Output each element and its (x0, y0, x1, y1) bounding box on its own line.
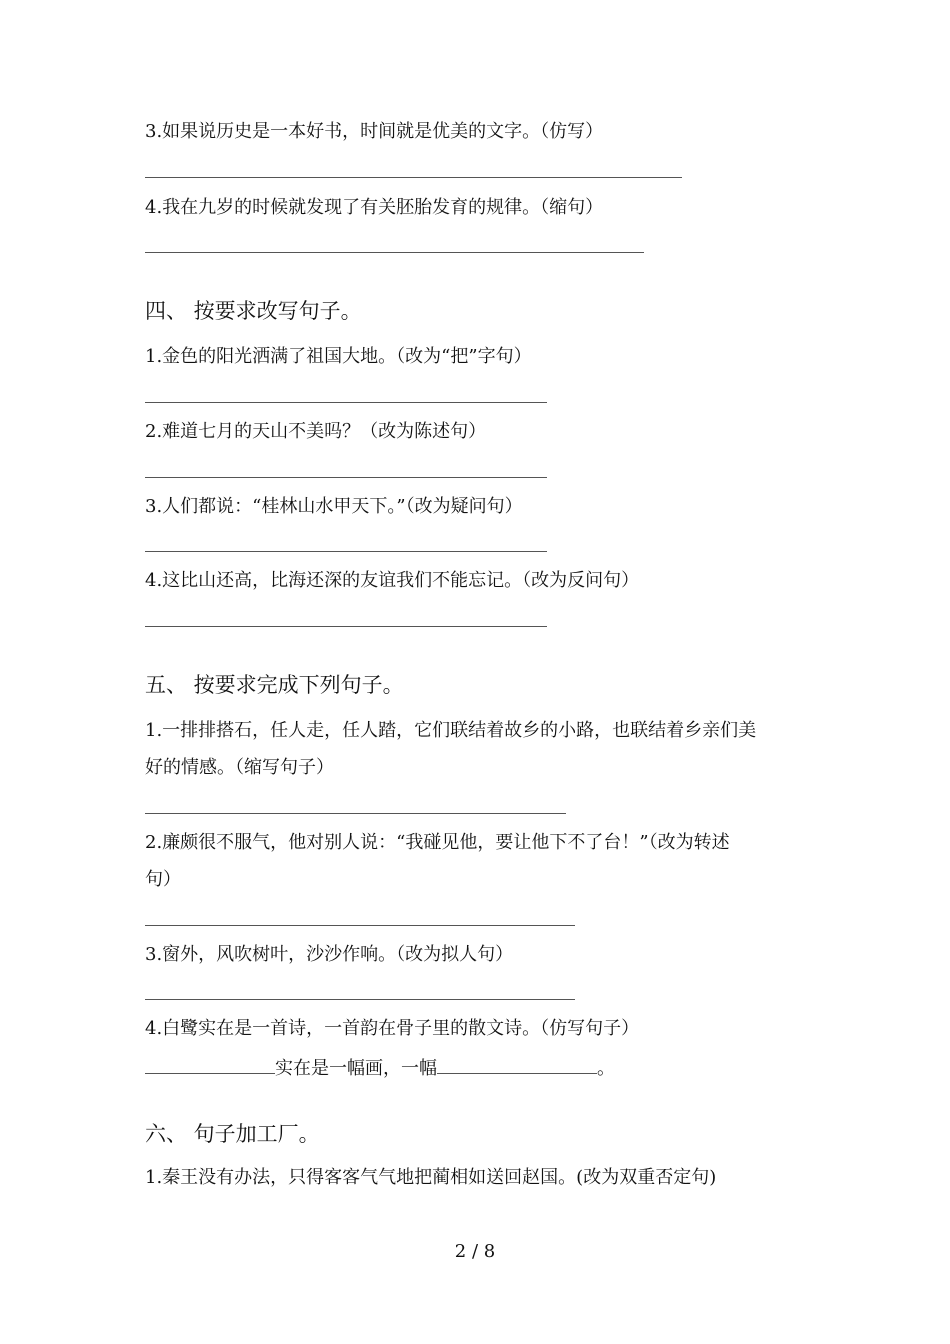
answer-line (145, 925, 575, 926)
answer-line (145, 477, 547, 478)
section-heading-6: 六、 句子加工厂。 (145, 1122, 320, 1146)
question-4-3: 3.人们都说：“桂林山水甲天下。”（改为疑问句） (145, 496, 523, 517)
question-5-3: 3.窗外，风吹树叶，沙沙作响。（改为拟人句） (145, 944, 514, 965)
answer-line (145, 551, 547, 552)
answer-line (145, 252, 644, 253)
question-5-1-line2: 好的情感。（缩写句子） (145, 757, 334, 778)
question-5-2-line2: 句） (145, 869, 181, 890)
answer-line (145, 999, 575, 1000)
answer-line (145, 177, 682, 178)
question-4-1: 1.金色的阳光洒满了祖国大地。（改为“把”字句） (145, 346, 532, 367)
fill-end: 。 (597, 1058, 615, 1079)
answer-line (145, 813, 566, 814)
question-6-1: 1.秦王没有办法，只得客客气气地把蔺相如送回赵国。(改为双重否定句) (145, 1167, 717, 1188)
fill-text: 实在是一幅画，一幅 (275, 1058, 437, 1079)
question-3-3: 3.如果说历史是一本好书，时间就是优美的文字。（仿写） (145, 121, 604, 142)
question-3-4: 4.我在九岁的时候就发现了有关胚胎发育的规律。（缩句） (145, 197, 604, 218)
question-5-1-line1: 1.一排排搭石，任人走，任人踏，它们联结着故乡的小路，也联结着乡亲们美 (145, 720, 757, 741)
fill-blank[interactable] (437, 1055, 597, 1074)
fill-blank[interactable] (145, 1055, 275, 1074)
section-heading-4: 四、 按要求改写句子。 (145, 299, 362, 323)
answer-line (145, 626, 547, 627)
page-number: 2 / 8 (454, 1241, 496, 1262)
question-4-4: 4.这比山还高，比海还深的友谊我们不能忘记。（改为反问句） (145, 570, 640, 591)
fill-in-sentence (145, 1055, 615, 1081)
question-4-2: 2.难道七月的天山不美吗？（改为陈述句） (145, 421, 487, 442)
section-heading-5: 五、 按要求完成下列句子。 (145, 673, 404, 697)
answer-line (145, 402, 547, 403)
question-5-2-line1: 2.廉颇很不服气，他对别人说：“我碰见他，要让他下不了台！”（改为转述 (145, 832, 730, 853)
question-5-4: 4.白鹭实在是一首诗，一首韵在骨子里的散文诗。（仿写句子） (145, 1018, 640, 1039)
